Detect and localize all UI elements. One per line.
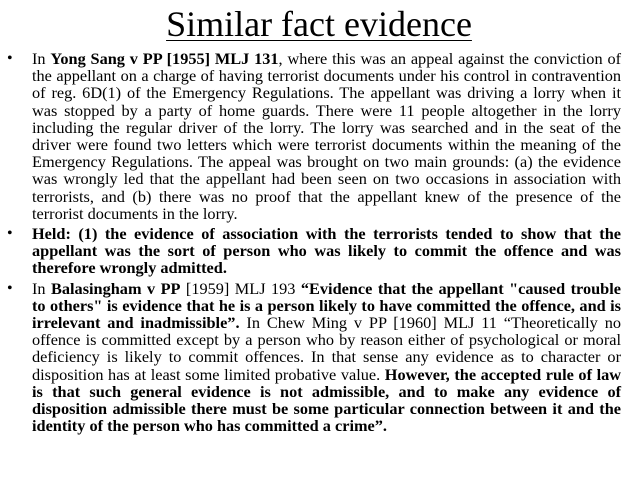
quoted-holding: However, the accepted rule of law is that such general evidence is not admissible, and to make any evidence of disposition admissible there must be some particular connection between it and the identity of the person who has committed a crime”. — [32, 364, 622, 436]
holding-text: Held: (1) the evidence of association with the terrorists tended to show that the appellant was the sort of person who was likely to commit the offence and was therefore wrongly admitted. — [32, 224, 621, 278]
case-citation: Balasingham v PP — [51, 278, 181, 298]
text-run: In Chew Ming v PP [1960] MLJ 11 “Theoretically no offence is committed except by a person who by reason either of psychological or moral deficiency is likely to commit offences. In that sense any evidence as to character or disposition has at least some limited probative value. — [32, 313, 621, 384]
bullet-item — [0, 50, 638, 222]
bullet-list — [0, 50, 638, 437]
text-run: , where this was an appeal against the conviction of the appellant on a charge of having terrorist documents under his control in contravention of reg. 6D(1) of the Emergency Regulations. The appellant was driving a lorry when it was stopped by a party of home guards. There were 11 people altogether in the lorry including the regular driver of the lorry. The lorry was searched and in the seat of the driver were found two letters which were terrorist documents within the meaning of the Emergency Regulations. The appeal was brought on two main grounds: (a) the evidence was wrongly led that the appellant had been seen on two occasions in association with terrorists, and (b) there was no proof that the appellant knew of the presence of the terrorist documents in the lorry. — [32, 49, 622, 223]
text-run: In — [32, 49, 51, 68]
bullet-text — [32, 279, 621, 436]
bullet-marker: • — [7, 225, 13, 243]
slide-title: Similar fact evidence — [166, 4, 472, 44]
bullet-item — [0, 280, 638, 435]
quoted-holding: “Evidence that the appellant "caused trouble to others" is evidence that he is a person likely to have committed the offence, and is irrelevant and inadmissible”. — [32, 278, 621, 333]
bullet-marker: • — [7, 50, 13, 67]
bullet-item — [0, 225, 638, 277]
bullet-text — [32, 49, 621, 223]
text-run: In — [32, 278, 52, 298]
bullet-text — [32, 224, 621, 277]
case-citation: Yong Sang v PP [1955] MLJ 131 — [50, 49, 279, 68]
text-run: [1959] MLJ 193 — [180, 278, 301, 298]
bullet-marker: • — [7, 279, 13, 297]
